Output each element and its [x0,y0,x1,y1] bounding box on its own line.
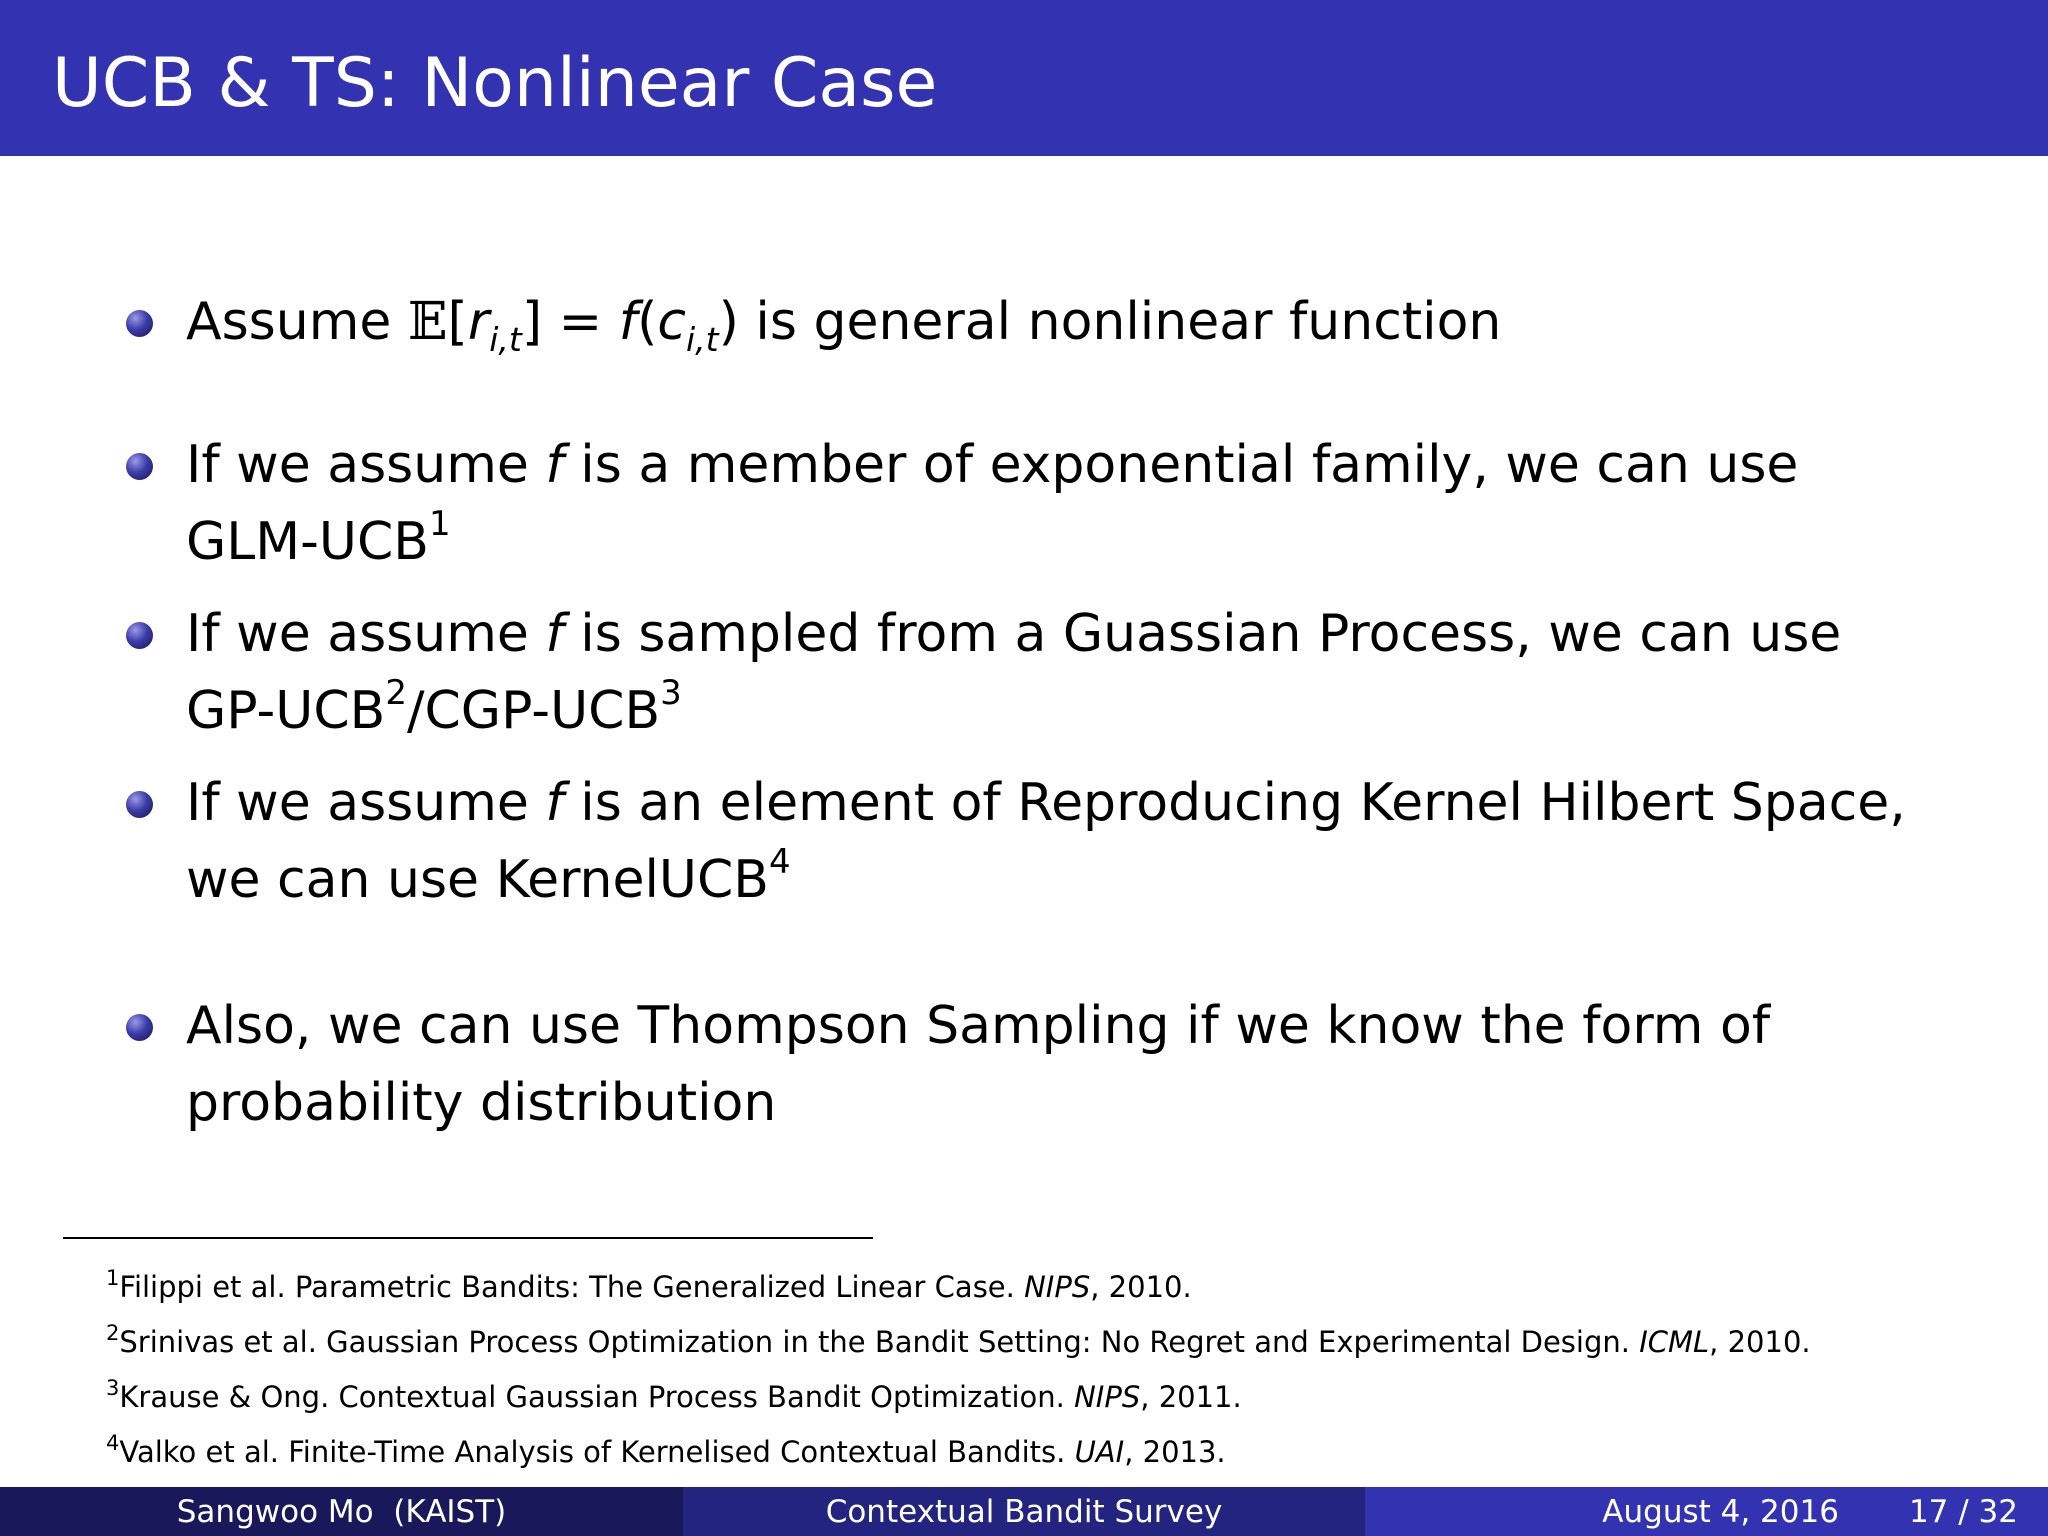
expectation-symbol: 𝔼 [407,292,448,352]
function-var: f [545,604,564,664]
footnote-venue: ICML [1639,1325,1710,1359]
footnote-venue: UAI [1074,1435,1125,1469]
bullet-3-line1-a: If we assume [186,604,546,664]
kernelucb-label: we can use KernelUCB [186,850,769,910]
footnote-1 [106,1267,1192,1307]
paren-close: ) [718,292,739,352]
bullet-5-line2: probability distribution [186,1073,777,1133]
function-var: f [545,773,564,833]
bullet-icon [126,453,153,480]
bullet-1-rest: is general nonlinear function [738,292,1502,352]
function-var: f [545,435,564,495]
footer-author: Sangwoo Mo (KAIST) [176,1493,507,1530]
footer-title-cell [683,1487,1365,1536]
footnote-number: 3 [106,1376,120,1400]
equals-part: ] = [521,292,619,352]
footnote-4 [106,1432,1226,1472]
bullet-icon [126,310,153,337]
title-bar [0,0,2048,156]
footnote-venue: NIPS [1024,1270,1091,1304]
footnote-number: 4 [106,1431,120,1455]
bullet-icon [126,622,153,649]
footnote-year: , 2010. [1090,1270,1192,1304]
function-var: f [618,292,638,352]
footnote-ref-3[interactable]: 3 [660,673,682,713]
footnote-ref-1[interactable]: 1 [428,504,451,544]
slide-title: UCB & TS: Nonlinear Case [52,44,938,123]
bullet-5-line1: Also, we can use Thompson Sampling if we know the form of [186,996,1771,1056]
footnote-year: , 2013. [1124,1435,1226,1469]
context-subscript: i,t [685,320,719,359]
footnote-ref-4[interactable]: 4 [768,842,791,882]
footnote-text: Valko et al. Finite-Time Analysis of Kernelised Contextual Bandits. [119,1435,1075,1469]
footnote-year: , 2011. [1140,1380,1242,1414]
bullet-4-line1-b: is an element of Reproducing Kernel Hilbert Space, [563,773,1906,833]
paren-open: ( [637,292,658,352]
bullet-3-line1-b: is sampled from a Guassian Process, we can use [563,604,1842,664]
bullet-text-5 [186,988,1986,1142]
bullet-2-line1-a: If we assume [186,435,546,495]
bullet-icon [126,791,153,818]
footnote-3 [106,1377,1242,1417]
bullet-4-line1-a: If we assume [186,773,546,833]
footnote-number: 2 [106,1321,120,1345]
cgp-ucb-label: /CGP-UCB [406,681,661,741]
bullet-text-3 [186,596,1986,750]
footer-talk-title: Contextual Bandit Survey [825,1493,1223,1530]
footnote-2 [106,1322,1811,1362]
bullet-text-2 [186,427,1986,581]
reward-subscript: i,t [489,320,522,359]
footnote-venue: NIPS [1074,1380,1141,1414]
context-var: c [657,292,686,352]
footnote-year: , 2010. [1709,1325,1811,1359]
page-number: 17 / 32 [1908,1493,2018,1530]
footer-date-cell [1365,1487,2048,1536]
reward-var: r [467,292,490,352]
footnote-number: 1 [106,1266,120,1290]
footer-author-cell [0,1487,683,1536]
footnote-divider [63,1237,873,1239]
footer-date: August 4, 2016 [1602,1493,1839,1530]
footnote-text: Filippi et al. Parametric Bandits: The Generalized Linear Case. [119,1270,1025,1304]
footnote-text: Srinivas et al. Gaussian Process Optimization in the Bandit Setting: No Regret and Experimental Design. [119,1325,1640,1359]
bullet-text-4 [186,765,1986,919]
footnote-text: Krause & Ong. Contextual Gaussian Process Bandit Optimization. [119,1380,1075,1414]
bullet-2-line1-b: is a member of exponential family, we can use [563,435,1799,495]
slide-footer [0,1487,2048,1536]
bullet-icon [126,1014,153,1041]
bracket-open: [ [447,292,468,352]
bullet-1-lead: Assume [186,292,408,352]
gp-ucb-label: GP-UCB [186,681,386,741]
footnote-ref-2[interactable]: 2 [385,673,407,713]
glm-ucb-label: GLM-UCB [186,512,429,572]
bullet-text-1 [186,284,1986,361]
